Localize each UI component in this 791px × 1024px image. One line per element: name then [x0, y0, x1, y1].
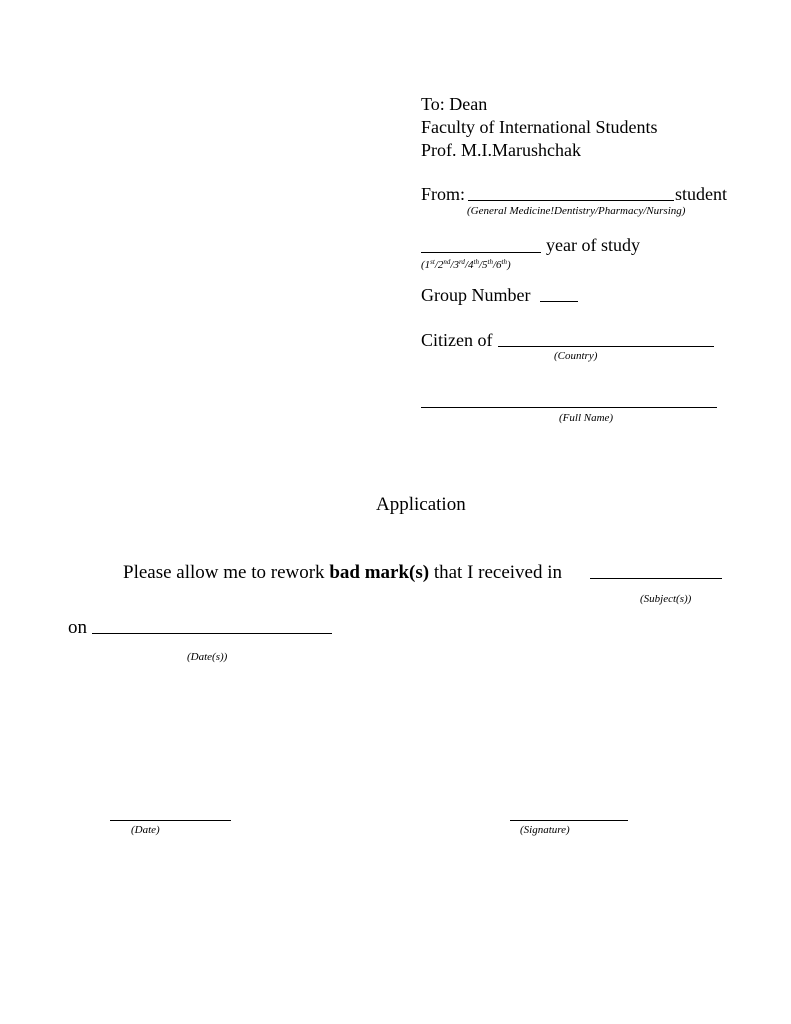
professor-line: Prof. M.I.Marushchak: [421, 140, 581, 160]
year-hint: (1st/2nd/3rd/4th/5th/6th): [421, 258, 511, 271]
signature-blank-line[interactable]: [510, 820, 628, 821]
student-label: student: [675, 184, 727, 204]
application-title: Application: [376, 494, 466, 515]
from-label: From:: [421, 184, 466, 204]
group-number-blank-line[interactable]: [540, 301, 578, 302]
on-label: on: [68, 617, 87, 638]
request-suffix: that I received in: [429, 562, 563, 583]
citizen-of-label: Citizen of: [421, 330, 493, 350]
subject-hint: (Subject(s)): [640, 593, 692, 605]
year-of-study-label: year of study: [546, 235, 640, 255]
date-blank-line[interactable]: [110, 820, 231, 821]
program-hint: (General Medicine!Dentistry/Pharmacy/Nursing): [467, 205, 686, 217]
country-hint: (Country): [554, 350, 598, 362]
dates-hint: (Date(s)): [187, 651, 228, 663]
from-blank-line[interactable]: [468, 200, 674, 201]
faculty-line: Faculty of International Students: [421, 117, 658, 137]
full-name-blank-line[interactable]: [421, 407, 717, 408]
request-bold: bad mark(s): [329, 562, 430, 583]
request-prefix: Please allow me to rework: [123, 562, 330, 583]
subject-blank-line[interactable]: [590, 578, 722, 579]
request-text: [123, 561, 562, 584]
country-blank-line[interactable]: [498, 346, 714, 347]
full-name-hint: (Full Name): [559, 412, 614, 424]
group-number-label: Group Number: [421, 285, 531, 305]
to-dean-line: To: Dean: [421, 94, 488, 114]
year-blank-line[interactable]: [421, 252, 541, 253]
dates-blank-line[interactable]: [92, 633, 332, 634]
date-hint: (Date): [131, 824, 160, 836]
signature-hint: (Signature): [520, 824, 570, 836]
